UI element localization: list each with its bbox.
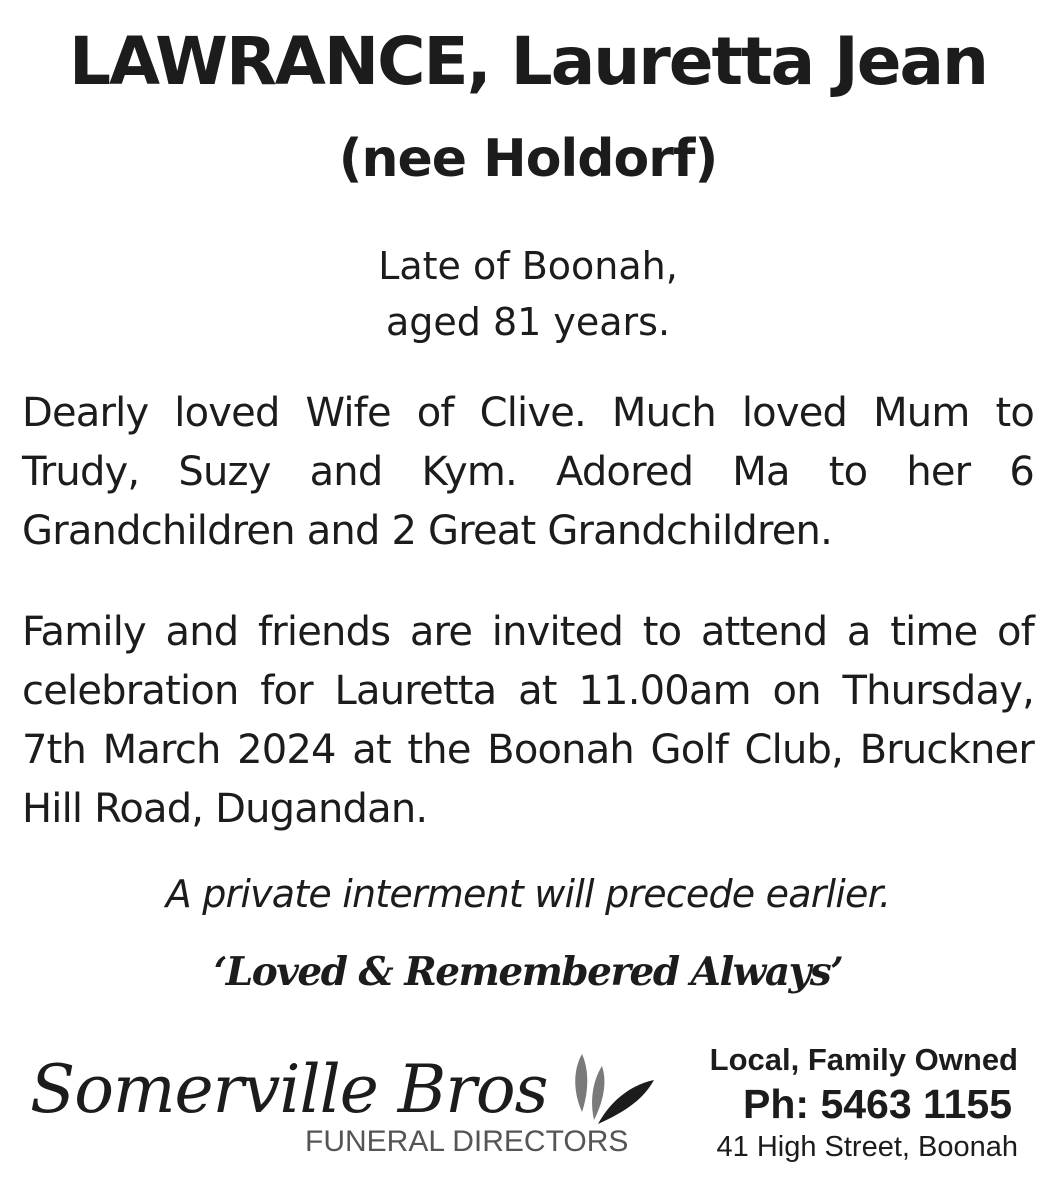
tagline: Local, Family Owned: [709, 1042, 1018, 1077]
closing-tribute: ‘Loved & Remembered Always’: [213, 949, 843, 995]
logo-subtitle: FUNERAL DIRECTORS: [305, 1125, 629, 1158]
contact-block: [638, 1040, 1018, 1166]
service-paragraph: Family and friends are invited to attend a time of celebration for Lauretta at 11.00am on Thursday, 7th March 2024 at the Boonah Golf Club, Bruckner Hill Road, Dugandan.: [22, 609, 1034, 832]
maiden-name: (nee Holdorf): [338, 129, 718, 189]
logo-name: Somerville Bros: [30, 1051, 548, 1128]
phone-number[interactable]: Ph: 5463 1155: [743, 1081, 1012, 1127]
funeral-director-logo: [30, 1048, 660, 1168]
interment-note: A private interment will precede earlier.: [165, 872, 891, 916]
deceased-name: LAWRANCE, Lauretta Jean: [68, 23, 988, 100]
family-paragraph: Dearly loved Wife of Clive. Much loved Mum to Trudy, Suzy and Kym. Adored Ma to her 6 Grandchildren and 2 Great Grandchildren.: [22, 390, 1034, 554]
age-text: aged 81 years.: [385, 300, 671, 344]
address: 41 High Street, Boonah: [716, 1131, 1018, 1163]
residence-age: [0, 238, 1056, 350]
late-of-text: Late of Boonah,: [378, 244, 678, 288]
